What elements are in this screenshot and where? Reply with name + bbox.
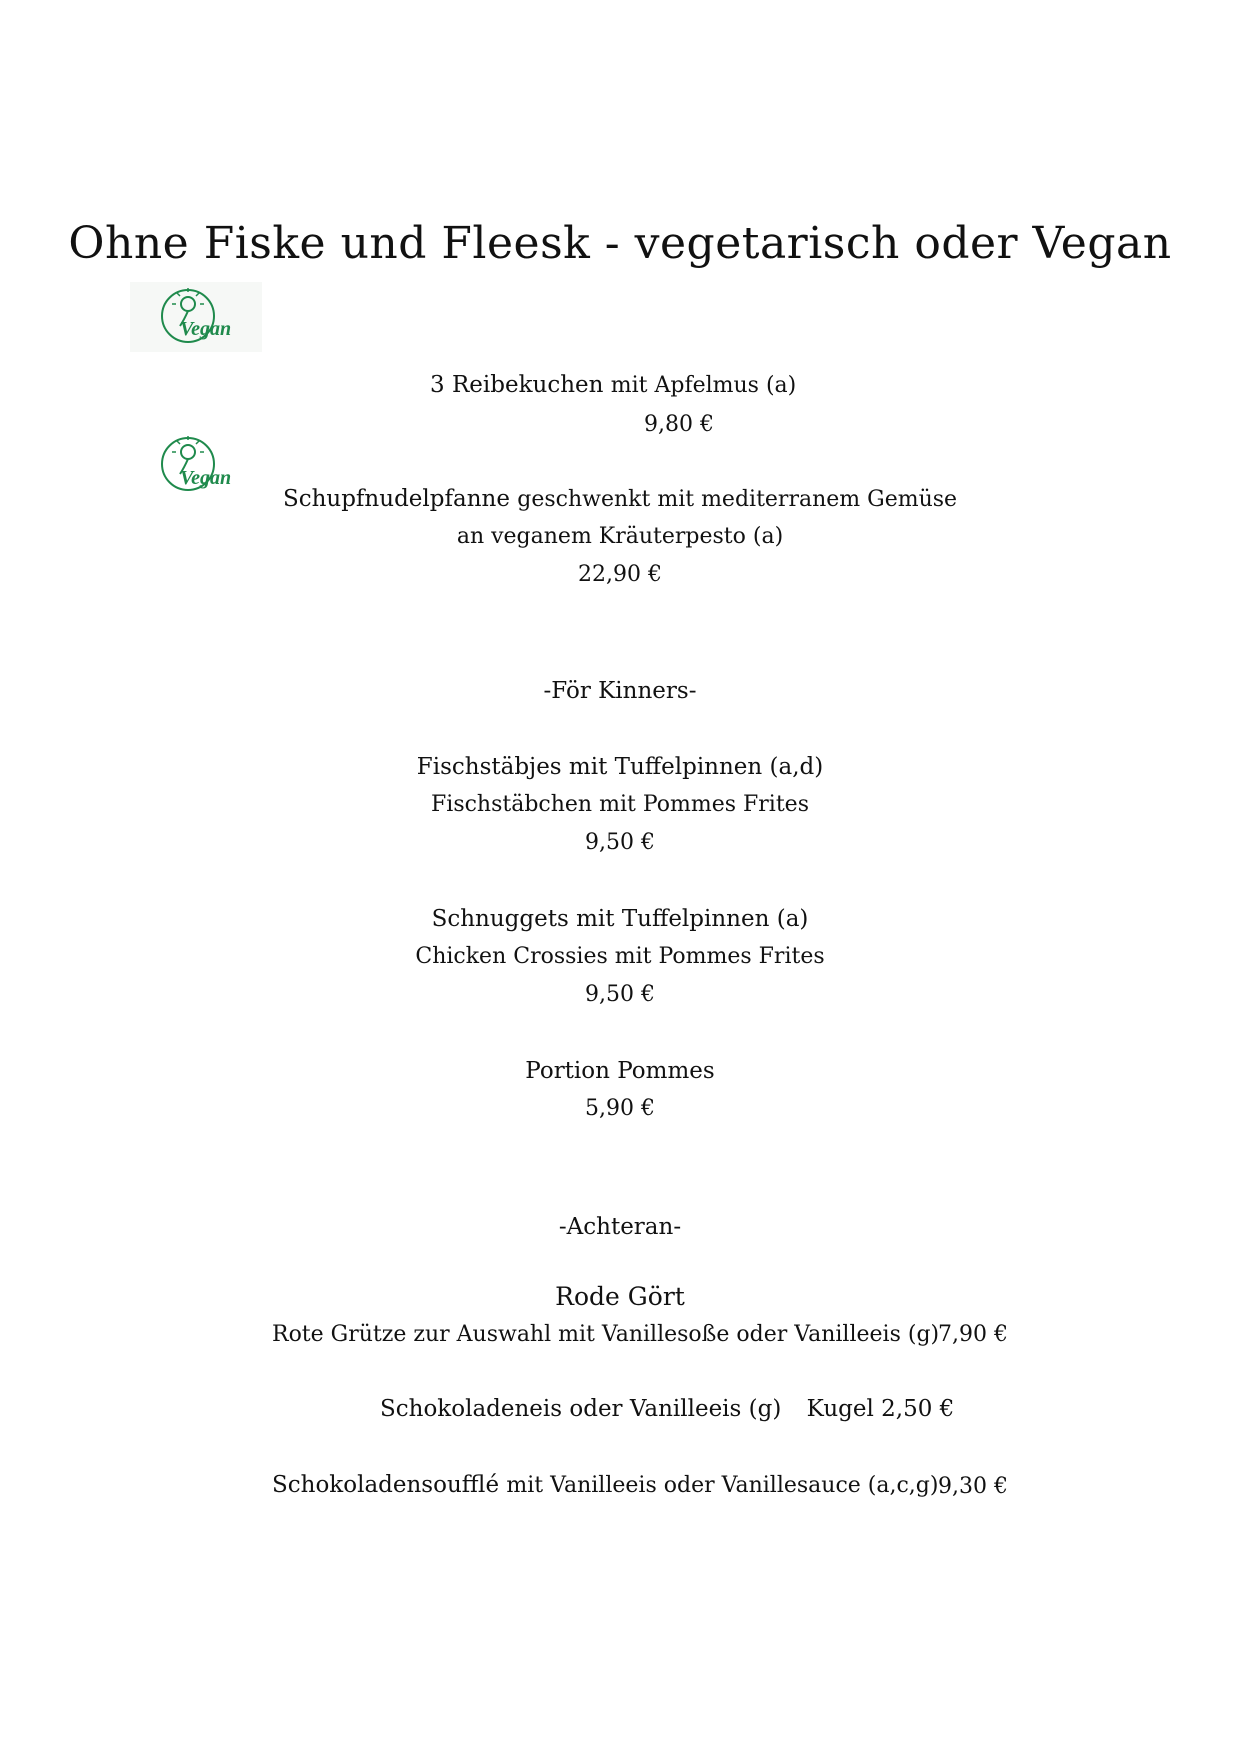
svg-text:Vegan: Vegan [180, 318, 232, 340]
item-description: Chicken Crossies mit Pommes Frites [415, 944, 825, 969]
item-price: 9,50 € [585, 982, 655, 1007]
item-price: 9,50 € [585, 830, 655, 855]
section-heading: -För Kinners- [543, 678, 697, 704]
item-name: Portion Pommes [525, 1058, 715, 1084]
item-description: Rote Grütze zur Auswahl mit Vanillesoße oder Vanilleeis (g) [272, 1322, 940, 1347]
menu-item [380, 1396, 954, 1422]
item-description: an veganem Kräuterpesto (a) [456, 524, 784, 549]
item-description: geschwenkt mit mediterranem Gemüse [517, 487, 958, 512]
item-name: Schnuggets mit Tuffelpinnen (a) [431, 906, 809, 932]
page-title: Ohne Fiske und Fleesk - vegetarisch oder Vegan [68, 218, 1172, 269]
item-description: mit Apfelmus (a) [610, 373, 797, 398]
item-price: Kugel 2,50 € [806, 1396, 955, 1422]
menu-item [430, 372, 797, 398]
section-heading: -Achteran- [558, 1214, 682, 1240]
item-description: mit Vanilleeis oder Vanillesauce (a,c,g) [506, 1473, 939, 1498]
svg-text:Vegan: Vegan [180, 467, 232, 489]
item-price: 9,30 € [938, 1474, 1008, 1499]
item-name: 3 Reibekuchen [430, 372, 604, 398]
item-name: Rode Gört [555, 1282, 685, 1311]
item-name: Schokoladensoufflé [272, 1472, 500, 1498]
item-name: Schupfnudelpfanne [282, 486, 510, 512]
item-price: 7,90 € [938, 1322, 1008, 1347]
item-name: Schokoladeneis oder Vanilleeis (g) [380, 1396, 782, 1422]
item-price: 5,90 € [585, 1096, 655, 1121]
item-name: Fischstäbjes mit Tuffelpinnen (a,d) [416, 754, 824, 780]
vegan-logo [130, 282, 262, 352]
item-description: Fischstäbchen mit Pommes Frites [431, 792, 809, 817]
item-price: 22,90 € [578, 562, 662, 587]
menu-item [0, 486, 1240, 512]
menu-item [272, 1472, 938, 1498]
item-price: 9,80 € [644, 412, 714, 437]
